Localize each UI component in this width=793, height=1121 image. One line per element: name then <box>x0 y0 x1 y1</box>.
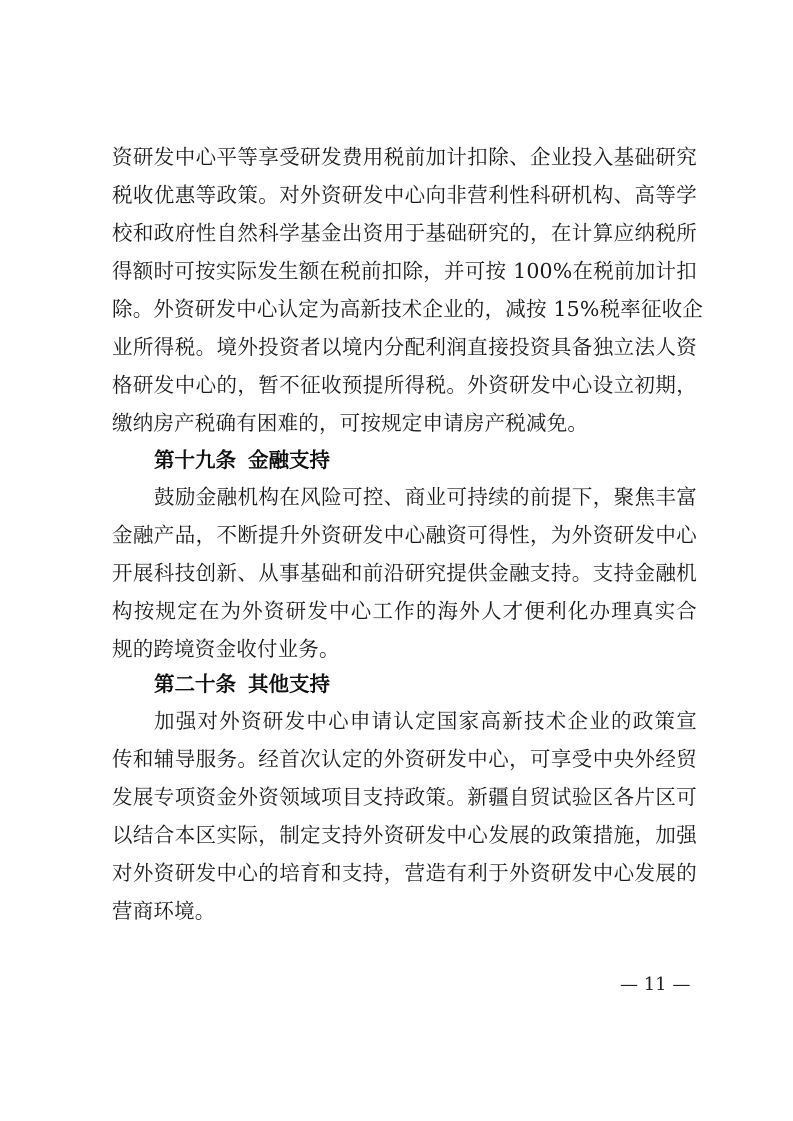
paragraph-line: 加强对外资研发中心申请认定国家高新技术企业的政策宣 <box>154 709 697 733</box>
paragraph-line: 格研发中心的，暂不征收预提所得税。外资研发中心设立初期， <box>112 373 697 397</box>
paragraph-line: 发展专项资金外资领域项目支持政策。新疆自贸试验区各片区可 <box>112 785 697 809</box>
paragraph-line: 金融产品，不断提升外资研发中心融资可得性，为外资研发中心 <box>112 523 697 547</box>
paragraph-line: 开展科技创新、从事基础和前沿研究提供金融支持。支持金融机 <box>112 561 697 585</box>
paragraph-line: 以结合本区实际，制定支持外资研发中心发展的政策措施，加强 <box>112 823 697 847</box>
paragraph-line: 资研发中心平等享受研发费用税前加计扣除、企业投入基础研究 <box>112 145 697 169</box>
paragraph-line: 传和辅导服务。经首次认定的外资研发中心，可享受中央外经贸 <box>112 747 697 771</box>
page-number: — 11 — <box>620 974 691 995</box>
article-number: 第二十条 <box>154 672 236 696</box>
article-title: 其他支持 <box>248 672 330 696</box>
paragraph-line: 缴纳房产税确有困难的，可按规定申请房产税减免。 <box>112 411 589 435</box>
paragraph-line: 业所得税。境外投资者以境内分配利润直接投资具备独立法人资 <box>112 335 697 359</box>
article-title: 金融支持 <box>248 448 330 472</box>
paragraph-line: 税收优惠等政策。对外资研发中心向非营利性科研机构、高等学 <box>112 183 697 207</box>
paragraph-line: 规的跨境资金收付业务。 <box>112 637 340 661</box>
article-19-heading <box>154 441 330 479</box>
paragraph-line: 校和政府性自然科学基金出资用于基础研究的，在计算应纳税所 <box>112 221 697 245</box>
paragraph-line: 构按规定在为外资研发中心工作的海外人才便利化办理真实合 <box>112 599 697 623</box>
paragraph-line: 除。外资研发中心认定为高新技术企业的，减按 15%税率征收企 <box>112 297 704 321</box>
paragraph-line: 鼓励金融机构在风险可控、商业可持续的前提下，聚焦丰富 <box>154 485 697 509</box>
paragraph-line: 营商环境。 <box>112 899 216 923</box>
paragraph-line: 对外资研发中心的培育和支持，营造有利于外资研发中心发展的 <box>112 861 697 885</box>
article-number: 第十九条 <box>154 448 236 472</box>
article-20-heading <box>154 665 330 703</box>
paragraph-line: 得额时可按实际发生额在税前扣除，并可按 100%在税前加计扣 <box>112 259 697 283</box>
